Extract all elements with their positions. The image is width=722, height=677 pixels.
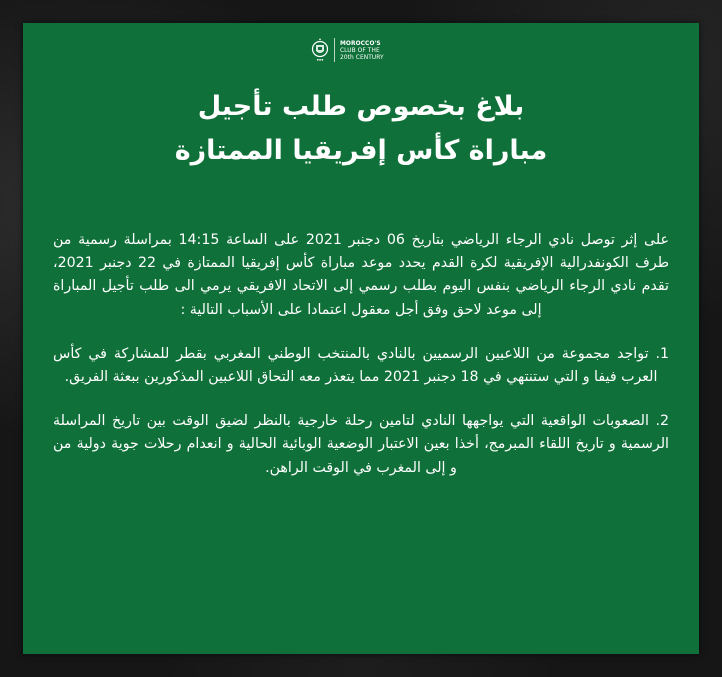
reason-2-paragraph: 2. الصعوبات الواقعية التي يواجهها النادي لتامين رحلة خارجية بالنظر لضيق الوقت بين تاريخ المراسلة الرسمية و تاريخ اللقاء المبرمج، أخذا بعين الاعتبار الوضعية الوبائية الحالية و انعدام رحلات جوية دولية من و إلى المغرب في الوقت الراهن. <box>53 413 669 476</box>
announcement-body <box>53 229 669 501</box>
club-brand <box>311 35 384 65</box>
reason-1-paragraph: 1. تواجد مجموعة من اللاعبين الرسميين بالنادي بالمنتخب الوطني المغربي بقطر للمشاركة في كأس العرب فيفا و التي ستنتهي في 18 دجنبر 2021 مما يتعذر معه التحاق اللاعبين المذكورين ببعثة الفريق. <box>53 345 669 386</box>
brand-line-3: 20th CENTURY <box>340 52 384 61</box>
raja-club-crest-icon <box>311 36 329 64</box>
title-line-2: مباراة كأس إفريقيا الممتازة <box>174 135 548 166</box>
announcement-panel <box>23 23 699 654</box>
title-line-1: بلاغ بخصوص طلب تأجيل <box>197 91 525 122</box>
announcement-title <box>23 85 699 173</box>
brand-line-2: CLUB OF THE <box>340 45 380 54</box>
brand-line-1: MOROCCO'S <box>340 38 381 47</box>
brand-divider <box>334 38 335 62</box>
intro-paragraph: على إثر توصل نادي الرجاء الرياضي بتاريخ 06 دجنبر 2021 على الساعة 14:15 بمراسلة رسمية من طرف الكونفدرالية الإفريقية لكرة القدم يحدد موعد مباراة كأس إفريقيا الممتازة في 22 دجنبر 2021، تقدم نادي الرجاء الرياضي بنفس اليوم بطلب رسمي إلى الاتحاد الافريقي يرمي الى طلب تأجيل المباراة إلى موعد لاحق وفق أجل معقول اعتمادا على الأسباب التالية : <box>53 232 670 318</box>
brand-tagline <box>340 40 384 61</box>
